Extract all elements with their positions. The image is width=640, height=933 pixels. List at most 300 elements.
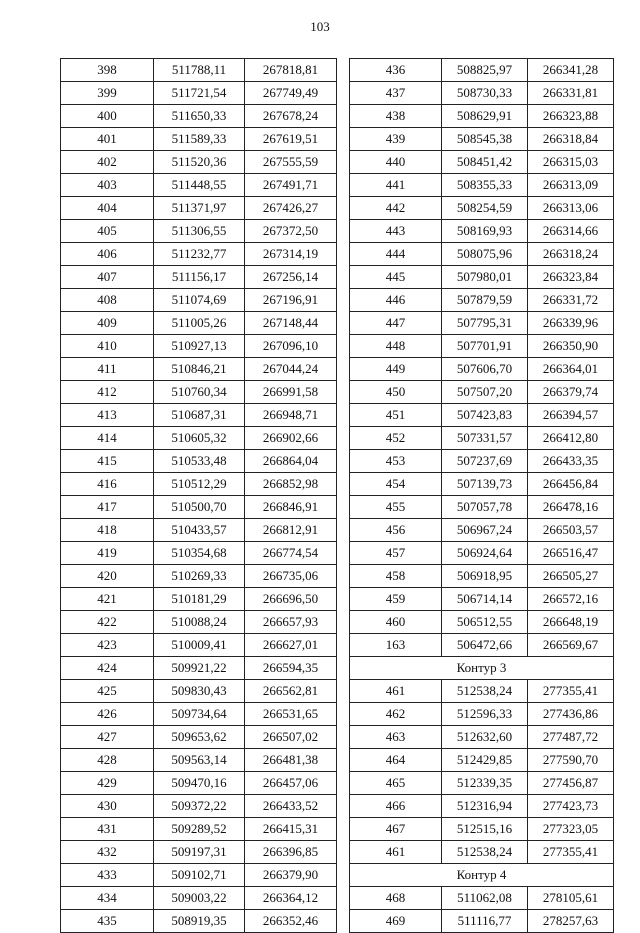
y-coordinate-cell: 267818,81 bbox=[245, 59, 337, 82]
y-coordinate-cell: 267148,44 bbox=[245, 312, 337, 335]
x-coordinate-cell: 512339,35 bbox=[442, 772, 528, 795]
table-row bbox=[350, 795, 614, 818]
point-number-cell: 432 bbox=[61, 841, 154, 864]
x-coordinate-cell: 511306,55 bbox=[154, 220, 245, 243]
point-number-cell: 452 bbox=[350, 427, 442, 450]
y-coordinate-cell: 266569,67 bbox=[528, 634, 614, 657]
x-coordinate-cell: 507606,70 bbox=[442, 358, 528, 381]
point-number-cell: 446 bbox=[350, 289, 442, 312]
y-coordinate-cell: 266313,09 bbox=[528, 174, 614, 197]
y-coordinate-cell: 267044,24 bbox=[245, 358, 337, 381]
x-coordinate-cell: 512316,94 bbox=[442, 795, 528, 818]
y-coordinate-cell: 267256,14 bbox=[245, 266, 337, 289]
table-row bbox=[350, 680, 614, 703]
point-number-cell: 456 bbox=[350, 519, 442, 542]
table-row bbox=[350, 519, 614, 542]
table-row bbox=[61, 243, 337, 266]
x-coordinate-cell: 508919,35 bbox=[154, 910, 245, 933]
point-number-cell: 426 bbox=[61, 703, 154, 726]
y-coordinate-cell: 266415,31 bbox=[245, 818, 337, 841]
point-number-cell: 449 bbox=[350, 358, 442, 381]
point-number-cell: 455 bbox=[350, 496, 442, 519]
y-coordinate-cell: 266318,24 bbox=[528, 243, 614, 266]
x-coordinate-cell: 510088,24 bbox=[154, 611, 245, 634]
x-coordinate-cell: 511156,17 bbox=[154, 266, 245, 289]
y-coordinate-cell: 266478,16 bbox=[528, 496, 614, 519]
y-coordinate-cell: 267619,51 bbox=[245, 128, 337, 151]
point-number-cell: 433 bbox=[61, 864, 154, 887]
x-coordinate-cell: 507879,59 bbox=[442, 289, 528, 312]
point-number-cell: 429 bbox=[61, 772, 154, 795]
point-number-cell: 403 bbox=[61, 174, 154, 197]
x-coordinate-cell: 509102,71 bbox=[154, 864, 245, 887]
y-coordinate-cell: 266562,81 bbox=[245, 680, 337, 703]
y-coordinate-cell: 277436,86 bbox=[528, 703, 614, 726]
y-coordinate-cell: 267196,91 bbox=[245, 289, 337, 312]
y-coordinate-cell: 266648,19 bbox=[528, 611, 614, 634]
y-coordinate-cell: 267678,24 bbox=[245, 105, 337, 128]
x-coordinate-cell: 507795,31 bbox=[442, 312, 528, 335]
y-coordinate-cell: 266812,91 bbox=[245, 519, 337, 542]
x-coordinate-cell: 506924,64 bbox=[442, 542, 528, 565]
x-coordinate-cell: 506512,55 bbox=[442, 611, 528, 634]
point-number-cell: 463 bbox=[350, 726, 442, 749]
table-row bbox=[61, 59, 337, 82]
table-row bbox=[350, 381, 614, 404]
x-coordinate-cell: 509289,52 bbox=[154, 818, 245, 841]
x-coordinate-cell: 508075,96 bbox=[442, 243, 528, 266]
table-row bbox=[350, 565, 614, 588]
table-row bbox=[350, 450, 614, 473]
x-coordinate-cell: 511005,26 bbox=[154, 312, 245, 335]
point-number-cell: 424 bbox=[61, 657, 154, 680]
point-number-cell: 461 bbox=[350, 680, 442, 703]
point-number-cell: 409 bbox=[61, 312, 154, 335]
point-number-cell: 400 bbox=[61, 105, 154, 128]
x-coordinate-cell: 510009,41 bbox=[154, 634, 245, 657]
x-coordinate-cell: 510927,13 bbox=[154, 335, 245, 358]
y-coordinate-cell: 277355,41 bbox=[528, 680, 614, 703]
y-coordinate-cell: 266315,03 bbox=[528, 151, 614, 174]
table-row bbox=[350, 772, 614, 795]
contour-heading: Контур 4 bbox=[350, 864, 614, 887]
x-coordinate-cell: 511520,36 bbox=[154, 151, 245, 174]
point-number-cell: 398 bbox=[61, 59, 154, 82]
table-row bbox=[350, 818, 614, 841]
y-coordinate-cell: 266394,57 bbox=[528, 404, 614, 427]
x-coordinate-cell: 508629,91 bbox=[442, 105, 528, 128]
table-row bbox=[61, 266, 337, 289]
table-row bbox=[350, 151, 614, 174]
point-number-cell: 405 bbox=[61, 220, 154, 243]
table-row bbox=[61, 703, 337, 726]
table-row bbox=[350, 611, 614, 634]
table-row bbox=[350, 841, 614, 864]
table-row bbox=[350, 105, 614, 128]
y-coordinate-cell: 266503,57 bbox=[528, 519, 614, 542]
y-coordinate-cell: 266352,46 bbox=[245, 910, 337, 933]
point-number-cell: 418 bbox=[61, 519, 154, 542]
y-coordinate-cell: 277487,72 bbox=[528, 726, 614, 749]
x-coordinate-cell: 512429,85 bbox=[442, 749, 528, 772]
page-number: 103 bbox=[310, 19, 330, 34]
table-row bbox=[350, 496, 614, 519]
point-number-cell: 457 bbox=[350, 542, 442, 565]
y-coordinate-cell: 267491,71 bbox=[245, 174, 337, 197]
x-coordinate-cell: 511448,55 bbox=[154, 174, 245, 197]
table-row bbox=[61, 358, 337, 381]
point-number-cell: 461 bbox=[350, 841, 442, 864]
x-coordinate-cell: 507507,20 bbox=[442, 381, 528, 404]
table-row bbox=[61, 82, 337, 105]
table-row bbox=[350, 427, 614, 450]
y-coordinate-cell: 266331,81 bbox=[528, 82, 614, 105]
x-coordinate-cell: 510605,32 bbox=[154, 427, 245, 450]
y-coordinate-cell: 266627,01 bbox=[245, 634, 337, 657]
table-row bbox=[350, 588, 614, 611]
point-number-cell: 434 bbox=[61, 887, 154, 910]
table-row bbox=[350, 197, 614, 220]
table-row bbox=[350, 703, 614, 726]
y-coordinate-cell: 266412,80 bbox=[528, 427, 614, 450]
x-coordinate-cell: 511232,77 bbox=[154, 243, 245, 266]
y-coordinate-cell: 266364,12 bbox=[245, 887, 337, 910]
y-coordinate-cell: 266948,71 bbox=[245, 404, 337, 427]
table-row bbox=[61, 749, 337, 772]
y-coordinate-cell: 266902,66 bbox=[245, 427, 337, 450]
x-coordinate-cell: 509830,43 bbox=[154, 680, 245, 703]
x-coordinate-cell: 508254,59 bbox=[442, 197, 528, 220]
x-coordinate-cell: 508730,33 bbox=[442, 82, 528, 105]
x-coordinate-cell: 510181,29 bbox=[154, 588, 245, 611]
y-coordinate-cell: 267426,27 bbox=[245, 197, 337, 220]
table-row bbox=[350, 726, 614, 749]
point-number-cell: 435 bbox=[61, 910, 154, 933]
point-number-cell: 439 bbox=[350, 128, 442, 151]
x-coordinate-cell: 510846,21 bbox=[154, 358, 245, 381]
table-row bbox=[61, 220, 337, 243]
y-coordinate-cell: 266364,01 bbox=[528, 358, 614, 381]
table-row bbox=[61, 381, 337, 404]
left-coordinates-table bbox=[60, 58, 337, 933]
point-number-cell: 420 bbox=[61, 565, 154, 588]
y-coordinate-cell: 266991,58 bbox=[245, 381, 337, 404]
x-coordinate-cell: 509470,16 bbox=[154, 772, 245, 795]
y-coordinate-cell: 266696,50 bbox=[245, 588, 337, 611]
table-row bbox=[350, 220, 614, 243]
table-row bbox=[350, 82, 614, 105]
table-row bbox=[61, 404, 337, 427]
table-row bbox=[350, 910, 614, 933]
point-number-cell: 469 bbox=[350, 910, 442, 933]
x-coordinate-cell: 507139,73 bbox=[442, 473, 528, 496]
point-number-cell: 442 bbox=[350, 197, 442, 220]
y-coordinate-cell: 266516,47 bbox=[528, 542, 614, 565]
y-coordinate-cell: 278105,61 bbox=[528, 887, 614, 910]
y-coordinate-cell: 266396,85 bbox=[245, 841, 337, 864]
x-coordinate-cell: 511074,69 bbox=[154, 289, 245, 312]
point-number-cell: 414 bbox=[61, 427, 154, 450]
table-row bbox=[61, 818, 337, 841]
point-number-cell: 401 bbox=[61, 128, 154, 151]
table-row bbox=[61, 611, 337, 634]
x-coordinate-cell: 511062,08 bbox=[442, 887, 528, 910]
x-coordinate-cell: 510500,70 bbox=[154, 496, 245, 519]
table-row bbox=[350, 404, 614, 427]
y-coordinate-cell: 266323,84 bbox=[528, 266, 614, 289]
point-number-cell: 460 bbox=[350, 611, 442, 634]
x-coordinate-cell: 511116,77 bbox=[442, 910, 528, 933]
table-row bbox=[61, 542, 337, 565]
point-number-cell: 417 bbox=[61, 496, 154, 519]
point-number-cell: 163 bbox=[350, 634, 442, 657]
y-coordinate-cell: 266505,27 bbox=[528, 565, 614, 588]
point-number-cell: 425 bbox=[61, 680, 154, 703]
y-coordinate-cell: 278257,63 bbox=[528, 910, 614, 933]
x-coordinate-cell: 507980,01 bbox=[442, 266, 528, 289]
y-coordinate-cell: 267096,10 bbox=[245, 335, 337, 358]
y-coordinate-cell: 266774,54 bbox=[245, 542, 337, 565]
table-row bbox=[350, 174, 614, 197]
x-coordinate-cell: 511721,54 bbox=[154, 82, 245, 105]
x-coordinate-cell: 506714,14 bbox=[442, 588, 528, 611]
point-number-cell: 406 bbox=[61, 243, 154, 266]
x-coordinate-cell: 509921,22 bbox=[154, 657, 245, 680]
point-number-cell: 419 bbox=[61, 542, 154, 565]
point-number-cell: 438 bbox=[350, 105, 442, 128]
x-coordinate-cell: 506918,95 bbox=[442, 565, 528, 588]
table-row bbox=[350, 243, 614, 266]
y-coordinate-cell: 266457,06 bbox=[245, 772, 337, 795]
table-row bbox=[61, 105, 337, 128]
x-coordinate-cell: 512596,33 bbox=[442, 703, 528, 726]
x-coordinate-cell: 512538,24 bbox=[442, 680, 528, 703]
table-row bbox=[61, 128, 337, 151]
x-coordinate-cell: 508545,38 bbox=[442, 128, 528, 151]
table-row bbox=[350, 128, 614, 151]
x-coordinate-cell: 509734,64 bbox=[154, 703, 245, 726]
y-coordinate-cell: 277323,05 bbox=[528, 818, 614, 841]
point-number-cell: 453 bbox=[350, 450, 442, 473]
y-coordinate-cell: 266531,65 bbox=[245, 703, 337, 726]
point-number-cell: 447 bbox=[350, 312, 442, 335]
table-row bbox=[61, 473, 337, 496]
point-number-cell: 421 bbox=[61, 588, 154, 611]
table-row bbox=[61, 864, 337, 887]
point-number-cell: 445 bbox=[350, 266, 442, 289]
y-coordinate-cell: 277423,73 bbox=[528, 795, 614, 818]
y-coordinate-cell: 266379,90 bbox=[245, 864, 337, 887]
y-coordinate-cell: 266852,98 bbox=[245, 473, 337, 496]
y-coordinate-cell: 277355,41 bbox=[528, 841, 614, 864]
point-number-cell: 413 bbox=[61, 404, 154, 427]
table-row bbox=[61, 887, 337, 910]
point-number-cell: 458 bbox=[350, 565, 442, 588]
point-number-cell: 402 bbox=[61, 151, 154, 174]
y-coordinate-cell: 266318,84 bbox=[528, 128, 614, 151]
y-coordinate-cell: 267314,19 bbox=[245, 243, 337, 266]
point-number-cell: 443 bbox=[350, 220, 442, 243]
table-row bbox=[61, 795, 337, 818]
point-number-cell: 399 bbox=[61, 82, 154, 105]
x-coordinate-cell: 507057,78 bbox=[442, 496, 528, 519]
point-number-cell: 416 bbox=[61, 473, 154, 496]
y-coordinate-cell: 266433,52 bbox=[245, 795, 337, 818]
x-coordinate-cell: 511788,11 bbox=[154, 59, 245, 82]
table-row bbox=[61, 496, 337, 519]
x-coordinate-cell: 509372,22 bbox=[154, 795, 245, 818]
point-number-cell: 451 bbox=[350, 404, 442, 427]
x-coordinate-cell: 507423,83 bbox=[442, 404, 528, 427]
point-number-cell: 437 bbox=[350, 82, 442, 105]
y-coordinate-cell: 277456,87 bbox=[528, 772, 614, 795]
x-coordinate-cell: 508169,93 bbox=[442, 220, 528, 243]
table-row bbox=[61, 841, 337, 864]
point-number-cell: 410 bbox=[61, 335, 154, 358]
point-number-cell: 459 bbox=[350, 588, 442, 611]
table-row bbox=[61, 772, 337, 795]
y-coordinate-cell: 267372,50 bbox=[245, 220, 337, 243]
point-number-cell: 464 bbox=[350, 749, 442, 772]
point-number-cell: 428 bbox=[61, 749, 154, 772]
x-coordinate-cell: 510512,29 bbox=[154, 473, 245, 496]
x-coordinate-cell: 507237,69 bbox=[442, 450, 528, 473]
table-row bbox=[61, 680, 337, 703]
table-row bbox=[350, 749, 614, 772]
point-number-cell: 415 bbox=[61, 450, 154, 473]
x-coordinate-cell: 508825,97 bbox=[442, 59, 528, 82]
point-number-cell: 430 bbox=[61, 795, 154, 818]
x-coordinate-cell: 509653,62 bbox=[154, 726, 245, 749]
y-coordinate-cell: 266433,35 bbox=[528, 450, 614, 473]
x-coordinate-cell: 511650,33 bbox=[154, 105, 245, 128]
x-coordinate-cell: 509563,14 bbox=[154, 749, 245, 772]
x-coordinate-cell: 510433,57 bbox=[154, 519, 245, 542]
point-number-cell: 422 bbox=[61, 611, 154, 634]
point-number-cell: 444 bbox=[350, 243, 442, 266]
right-coordinates-table bbox=[349, 58, 614, 933]
point-number-cell: 440 bbox=[350, 151, 442, 174]
table-row bbox=[61, 151, 337, 174]
x-coordinate-cell: 508355,33 bbox=[442, 174, 528, 197]
table-row bbox=[61, 335, 337, 358]
table-row bbox=[61, 450, 337, 473]
x-coordinate-cell: 507701,91 bbox=[442, 335, 528, 358]
y-coordinate-cell: 266341,28 bbox=[528, 59, 614, 82]
table-row bbox=[61, 427, 337, 450]
table-row bbox=[61, 634, 337, 657]
table-row bbox=[350, 266, 614, 289]
table-row bbox=[61, 565, 337, 588]
x-coordinate-cell: 509197,31 bbox=[154, 841, 245, 864]
x-coordinate-cell: 511589,33 bbox=[154, 128, 245, 151]
y-coordinate-cell: 267555,59 bbox=[245, 151, 337, 174]
point-number-cell: 404 bbox=[61, 197, 154, 220]
y-coordinate-cell: 266594,35 bbox=[245, 657, 337, 680]
table-row bbox=[61, 588, 337, 611]
table-row bbox=[350, 335, 614, 358]
x-coordinate-cell: 512632,60 bbox=[442, 726, 528, 749]
point-number-cell: 408 bbox=[61, 289, 154, 312]
x-coordinate-cell: 510687,31 bbox=[154, 404, 245, 427]
table-row bbox=[350, 358, 614, 381]
right-table-body bbox=[350, 59, 614, 933]
point-number-cell: 466 bbox=[350, 795, 442, 818]
x-coordinate-cell: 512515,16 bbox=[442, 818, 528, 841]
point-number-cell: 423 bbox=[61, 634, 154, 657]
section-header-row bbox=[350, 864, 614, 887]
table-row bbox=[61, 726, 337, 749]
table-row bbox=[350, 542, 614, 565]
point-number-cell: 454 bbox=[350, 473, 442, 496]
table-row bbox=[350, 473, 614, 496]
point-number-cell: 468 bbox=[350, 887, 442, 910]
point-number-cell: 462 bbox=[350, 703, 442, 726]
x-coordinate-cell: 511371,97 bbox=[154, 197, 245, 220]
point-number-cell: 441 bbox=[350, 174, 442, 197]
table-row bbox=[61, 657, 337, 680]
contour-heading: Контур 3 bbox=[350, 657, 614, 680]
y-coordinate-cell: 267749,49 bbox=[245, 82, 337, 105]
y-coordinate-cell: 266507,02 bbox=[245, 726, 337, 749]
point-number-cell: 467 bbox=[350, 818, 442, 841]
x-coordinate-cell: 509003,22 bbox=[154, 887, 245, 910]
table-row bbox=[350, 289, 614, 312]
point-number-cell: 427 bbox=[61, 726, 154, 749]
x-coordinate-cell: 512538,24 bbox=[442, 841, 528, 864]
x-coordinate-cell: 507331,57 bbox=[442, 427, 528, 450]
y-coordinate-cell: 266456,84 bbox=[528, 473, 614, 496]
point-number-cell: 431 bbox=[61, 818, 154, 841]
y-coordinate-cell: 266657,93 bbox=[245, 611, 337, 634]
point-number-cell: 448 bbox=[350, 335, 442, 358]
y-coordinate-cell: 266379,74 bbox=[528, 381, 614, 404]
x-coordinate-cell: 506967,24 bbox=[442, 519, 528, 542]
point-number-cell: 407 bbox=[61, 266, 154, 289]
y-coordinate-cell: 266313,06 bbox=[528, 197, 614, 220]
point-number-cell: 465 bbox=[350, 772, 442, 795]
section-header-row bbox=[350, 657, 614, 680]
y-coordinate-cell: 266864,04 bbox=[245, 450, 337, 473]
y-coordinate-cell: 266735,06 bbox=[245, 565, 337, 588]
y-coordinate-cell: 266339,96 bbox=[528, 312, 614, 335]
point-number-cell: 411 bbox=[61, 358, 154, 381]
y-coordinate-cell: 266846,91 bbox=[245, 496, 337, 519]
x-coordinate-cell: 510269,33 bbox=[154, 565, 245, 588]
table-row bbox=[350, 887, 614, 910]
x-coordinate-cell: 510533,48 bbox=[154, 450, 245, 473]
table-row bbox=[61, 289, 337, 312]
point-number-cell: 436 bbox=[350, 59, 442, 82]
x-coordinate-cell: 508451,42 bbox=[442, 151, 528, 174]
table-row bbox=[61, 910, 337, 933]
table-row bbox=[61, 197, 337, 220]
y-coordinate-cell: 266323,88 bbox=[528, 105, 614, 128]
y-coordinate-cell: 277590,70 bbox=[528, 749, 614, 772]
table-row bbox=[350, 312, 614, 335]
table-row bbox=[350, 634, 614, 657]
y-coordinate-cell: 266572,16 bbox=[528, 588, 614, 611]
x-coordinate-cell: 510354,68 bbox=[154, 542, 245, 565]
y-coordinate-cell: 266350,90 bbox=[528, 335, 614, 358]
point-number-cell: 412 bbox=[61, 381, 154, 404]
left-table-body bbox=[61, 59, 337, 933]
y-coordinate-cell: 266481,38 bbox=[245, 749, 337, 772]
y-coordinate-cell: 266314,66 bbox=[528, 220, 614, 243]
table-row bbox=[350, 59, 614, 82]
table-row bbox=[61, 519, 337, 542]
x-coordinate-cell: 506472,66 bbox=[442, 634, 528, 657]
